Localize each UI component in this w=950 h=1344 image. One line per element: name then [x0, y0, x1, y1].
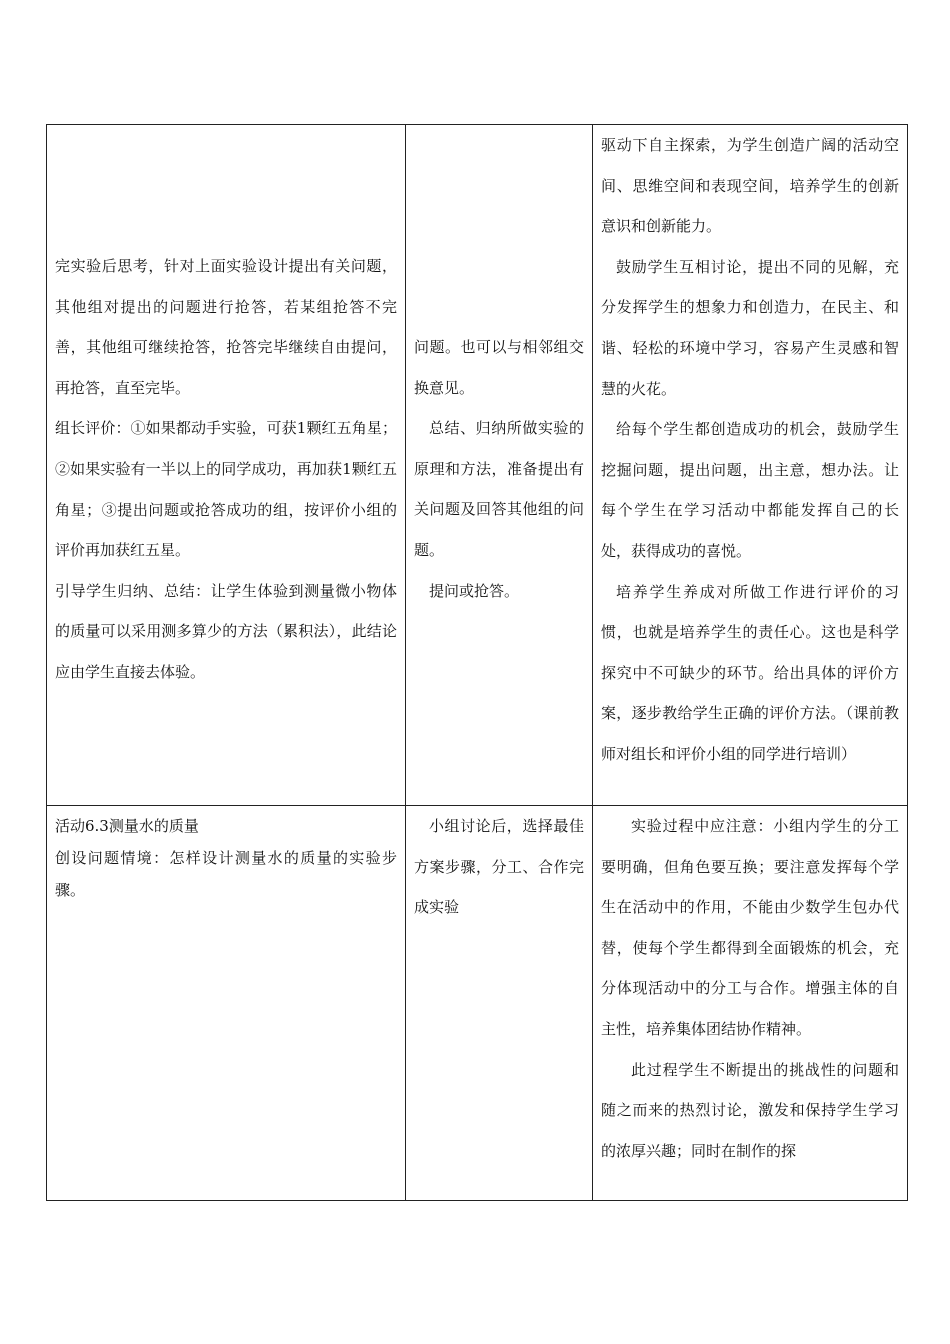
paragraph: 此过程学生不断提出的挑战性的问题和随之而来的热烈讨论，激发和保持学生学习的浓厚兴趣；同时在制作的探 [601, 1060, 899, 1160]
paragraph: 实验过程中应注意：小组内学生的分工要明确，但角色要互换；要注意发挥每个学生在活动中的作用，不能由少数学生包办代替，使每个学生都得到全面锻炼的机会，充分体现活动中的分工与合作。增强主体的自主性，培养集体团结协作精神。 [601, 817, 899, 1038]
teacher-activity-cell [47, 125, 406, 806]
paragraph: 提问或抢答。 [429, 581, 520, 600]
design-intent-cell [593, 125, 908, 806]
paragraph: 组长评价：①如果都动手实验，可获1颗红五角星；②如果实验有一半以上的同学成功，再加获1颗红五角星；③提出问题或抢答成功的组，按评价小组的评价再加获红五星。 [55, 419, 397, 560]
paragraph: 鼓励学生互相讨论，提出不同的见解，充分发挥学生的想象力和创造力，在民主、和谐、轻松的环境中学习，容易产生灵感和智慧的火花。 [601, 257, 899, 398]
table-row [47, 806, 908, 1201]
teacher-activity-cell [47, 806, 406, 1201]
table-row [47, 125, 908, 806]
student-activity-cell [406, 806, 593, 1201]
paragraph: 培养学生养成对所做工作进行评价的习惯，也就是培养学生的责任心。这也是科学探究中不可缺少的环节。给出具体的评价方案，逐步教给学生正确的评价方法。（课前教师对组长和评价小组的同学进行培训） [601, 582, 899, 763]
paragraph: 给每个学生都创造成功的机会，鼓励学生挖掘问题，提出问题，出主意，想办法。让每个学生在学习活动中都能发挥自己的长处，获得成功的喜悦。 [601, 420, 899, 560]
paragraph: 总结、归纳所做实验的原理和方法，准备提出有关问题及回答其他组的问题。 [414, 419, 584, 559]
design-intent-cell [593, 806, 908, 1201]
paragraph: 引导学生归纳、总结：让学生体验到测量微小物体的质量可以采用测多算少的方法（累积法），此结论应由学生直接去体验。 [55, 581, 397, 681]
student-activity-cell [406, 125, 593, 806]
paragraph: 驱动下自主探索，为学生创造广阔的活动空间、思维空间和表现空间，培养学生的创新意识和创新能力。 [601, 136, 899, 236]
paragraph: 完实验后思考，针对上面实验设计提出有关问题，其他组对提出的问题进行抢答，若某组抢答不完善，其他组可继续抢答，抢答完毕继续自由提问，再抢答，直至完毕。 [55, 257, 397, 397]
lesson-plan-table [46, 124, 908, 1201]
paragraph: 小组讨论后，选择最佳方案步骤，分工、合作完成实验 [414, 817, 584, 917]
paragraph: 问题。也可以与相邻组交换意见。 [414, 338, 584, 397]
paragraph: 创设问题情境：怎样设计测量水的质量的实验步骤。 [55, 849, 397, 899]
activity-title: 活动6.3测量水的质量 [55, 817, 199, 835]
